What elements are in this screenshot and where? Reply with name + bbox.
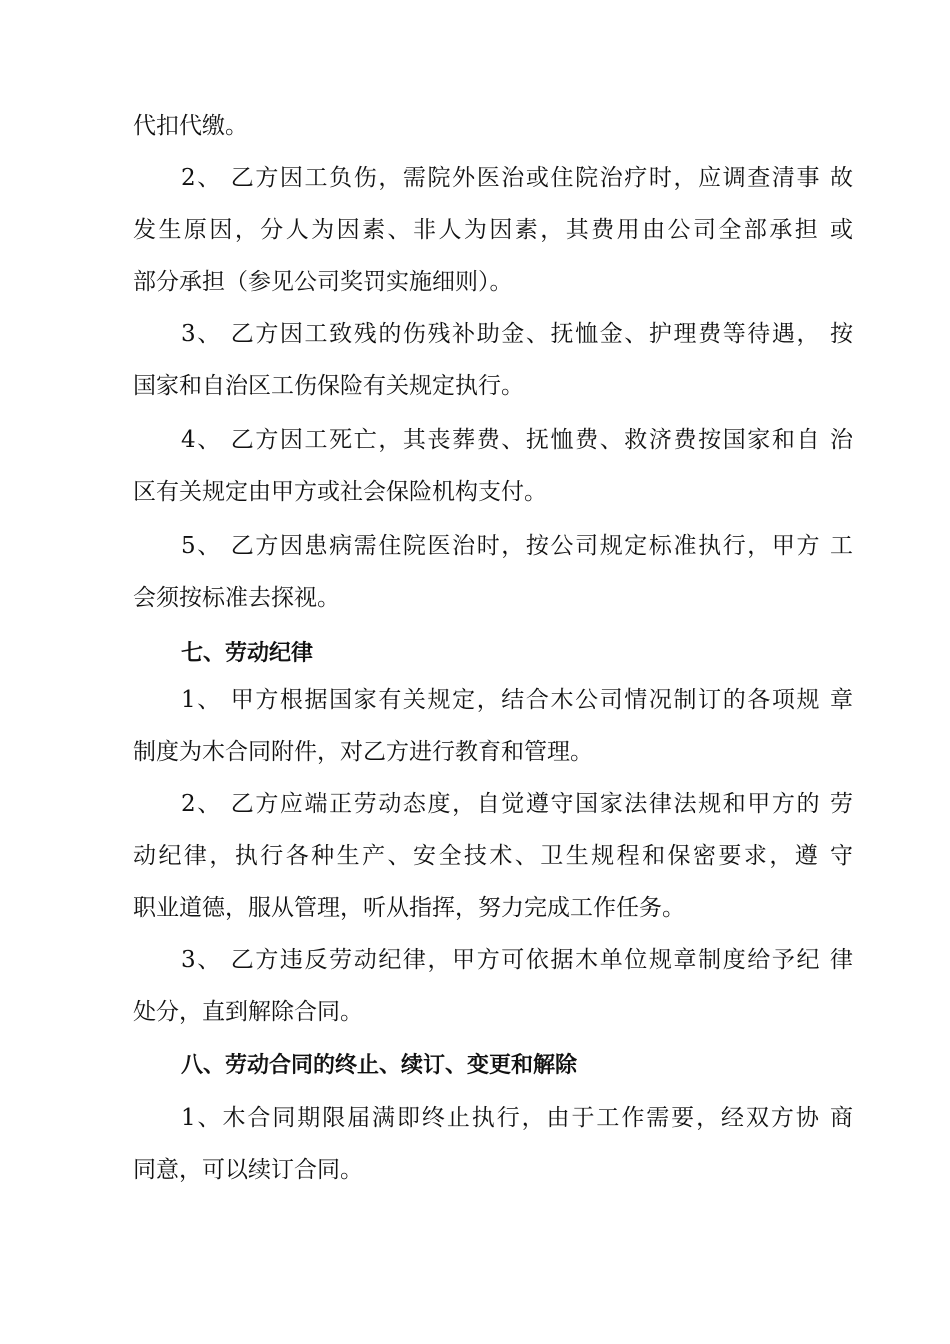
section-heading-8: 八、劳动合同的终止、续订、变更和解除 bbox=[181, 1053, 578, 1078]
paragraph-line: 2、 乙方应端正劳动态度，自觉遵守国家法律法规和甲方的 劳 bbox=[181, 791, 853, 817]
paragraph-line: 1、 甲方根据国家有关规定，结合木公司情况制订的各项规 章 bbox=[181, 687, 853, 713]
paragraph-line: 职业道德，服从管理，听从指挥，努力完成工作任务。 bbox=[133, 895, 685, 921]
paragraph-line: 会须按标准去探视。 bbox=[133, 585, 340, 611]
paragraph-line: 国家和自治区工伤保险有关规定执行。 bbox=[133, 373, 524, 399]
paragraph-line: 2、 乙方因工负伤，需院外医治或住院治疗时，应调查清事 故 bbox=[181, 165, 853, 191]
paragraph-line: 制度为木合同附件，对乙方进行教育和管理。 bbox=[133, 739, 593, 765]
paragraph-line: 3、 乙方违反劳动纪律，甲方可依据木单位规章制度给予纪 律 bbox=[181, 947, 853, 973]
paragraph-line: 1、木合同期限届满即终止执行，由于工作需要，经双方协 商 bbox=[181, 1105, 853, 1131]
paragraph-line: 区有关规定由甲方或社会保险机构支付。 bbox=[133, 479, 547, 505]
paragraph-line: 部分承担（参见公司奖罚实施细则）。 bbox=[133, 269, 513, 295]
paragraph-line: 3、 乙方因工致残的伤残补助金、抚恤金、护理费等待遇， 按 bbox=[181, 321, 853, 347]
paragraph-line: 发生原因，分人为因素、非人为因素，其费用由公司全部承担 或 bbox=[133, 217, 853, 243]
paragraph-line: 4、 乙方因工死亡，其丧葬费、抚恤费、救济费按国家和自 治 bbox=[181, 427, 853, 453]
paragraph-line: 5、 乙方因患病需住院医治时，按公司规定标准执行，甲方 工 bbox=[181, 533, 853, 559]
paragraph-line: 代扣代缴。 bbox=[133, 113, 248, 139]
paragraph-line: 处分，直到解除合同。 bbox=[133, 999, 363, 1025]
paragraph-line: 同意，可以续订合同。 bbox=[133, 1157, 363, 1183]
paragraph-line: 动纪律，执行各种生产、安全技术、卫生规程和保密要求，遵 守 bbox=[133, 843, 853, 869]
section-heading-7: 七、劳动纪律 bbox=[181, 641, 314, 666]
